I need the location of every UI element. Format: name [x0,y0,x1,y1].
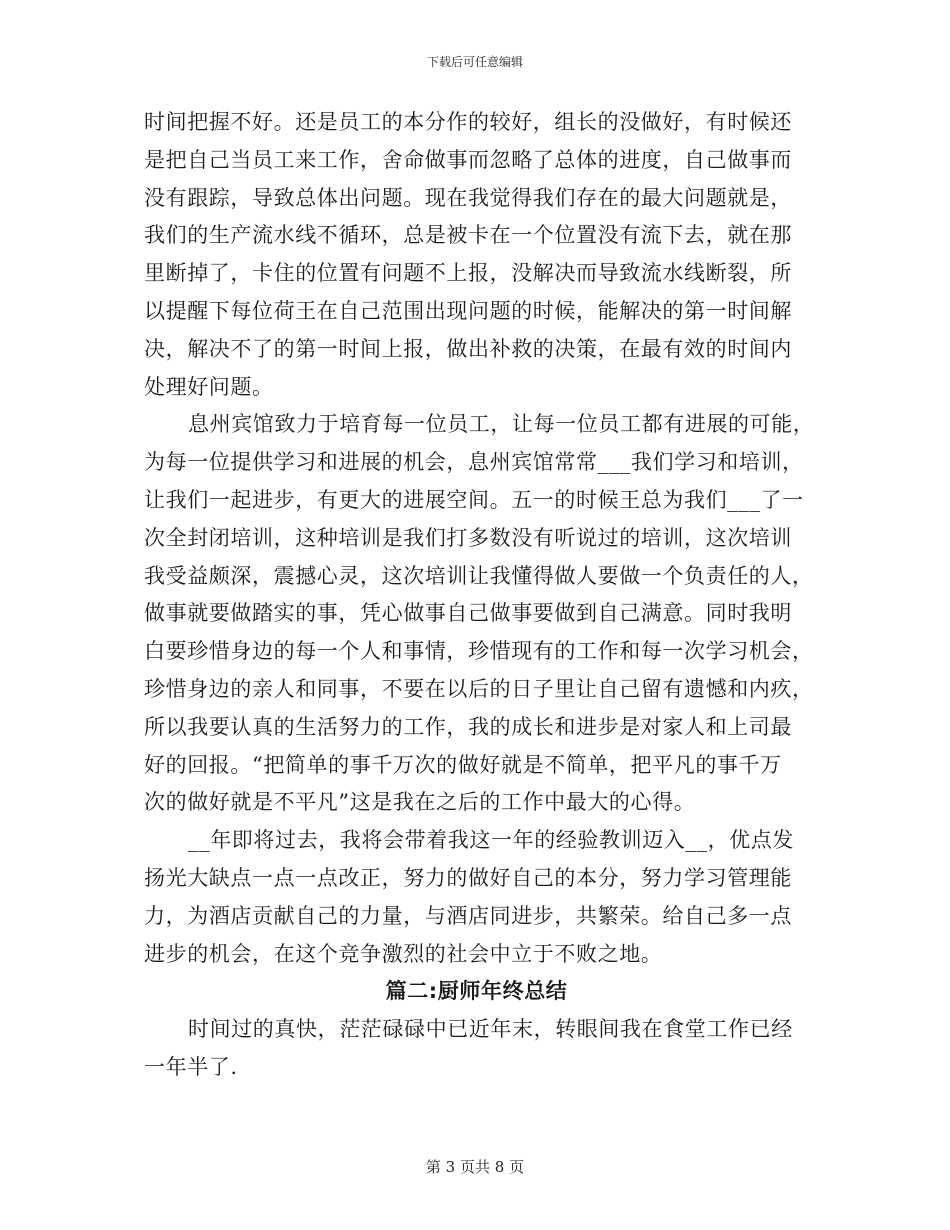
paragraph-line: __年即将过去，我将会带着我这一年的经验教训迈入__，优点发 [188,828,794,853]
page-header: 下载后可任意编辑 [426,55,523,69]
page-footer: 第 3 页共 8 页 [425,1158,525,1176]
paragraph-line: 力，为酒店贡献自己的力量，与酒店同进步，共繁荣。给自己多一点 [144,903,792,928]
paragraph-line: 一年半了. [144,1054,238,1079]
paragraph-line: 为每一位提供学习和进展的机会，息州宾馆常常___我们学习和培训， [144,450,804,475]
section-heading: 篇二:厨师年终总结 [385,979,568,1004]
paragraph-line: 以提醒下每位荷王在自己范围出现问题的时候，能解决的第一时间解 [144,298,792,323]
paragraph-line: 扬光大缺点一点一点改正，努力的做好自己的本分，努力学习管理能 [144,865,792,890]
paragraph-line: 我们的生产流水线不循环，总是被卡在一个位置没有流下去，就在那 [144,223,792,248]
paragraph-line: 处理好问题。 [144,374,274,399]
paragraph-line: 所以我要认真的生活努力的工作，我的成长和进步是对家人和上司最 [144,714,792,739]
paragraph-line: 我受益颇深，震撼心灵，这次培训让我懂得做人要做一个负责任的人， [144,563,814,588]
paragraph-line: 时间过的真快，茫茫碌碌中已近年末，转眼间我在食堂工作已经 [188,1017,793,1042]
paragraph-line: 做事就要做踏实的事，凭心做事自己做事要做到自己满意。同时我明 [144,601,792,626]
paragraph-line: 没有跟踪，导致总体出问题。现在我觉得我们存在的最大问题就是， [144,185,792,210]
paragraph-line: 珍惜身边的亲人和同事，不要在以后的日子里让自己留有遗憾和内疚， [144,676,814,701]
paragraph-line: 进步的机会，在这个竞争激烈的社会中立于不败之地。 [144,941,663,966]
document-body [144,104,815,1087]
paragraph-line: 里断掉了，卡住的位置有问题不上报，没解决而导致流水线断裂，所 [144,261,792,286]
paragraph-line: 次全封闭培训，这种培训是我们打多数没有听说过的培训，这次培训 [144,525,792,550]
paragraph-line: 白要珍惜身边的每一个人和事情，珍惜现有的工作和每一次学习机会， [144,639,814,664]
paragraph-line: 好的回报。“把简单的事千万次的做好就是不简单，把平凡的事千万 [144,752,782,777]
paragraph-line: 是把自己当员工来工作，舍命做事而忽略了总体的进度，自己做事而 [144,147,792,172]
paragraph-line: 次的做好就是不平凡”这是我在之后的工作中最大的心得。 [144,790,696,815]
paragraph-line: 时间把握不好。还是员工的本分作的较好，组长的没做好，有时候还 [144,110,792,134]
paragraph-line: 让我们一起进步，有更大的进展空间。五一的时候王总为我们___了一 [144,487,804,512]
paragraph-line: 决，解决不了的第一时间上报，做出补救的决策，在最有效的时间内 [144,336,792,361]
paragraph-line: 息州宾馆致力于培育每一位员工，让每一位员工都有进展的可能， [188,412,815,437]
